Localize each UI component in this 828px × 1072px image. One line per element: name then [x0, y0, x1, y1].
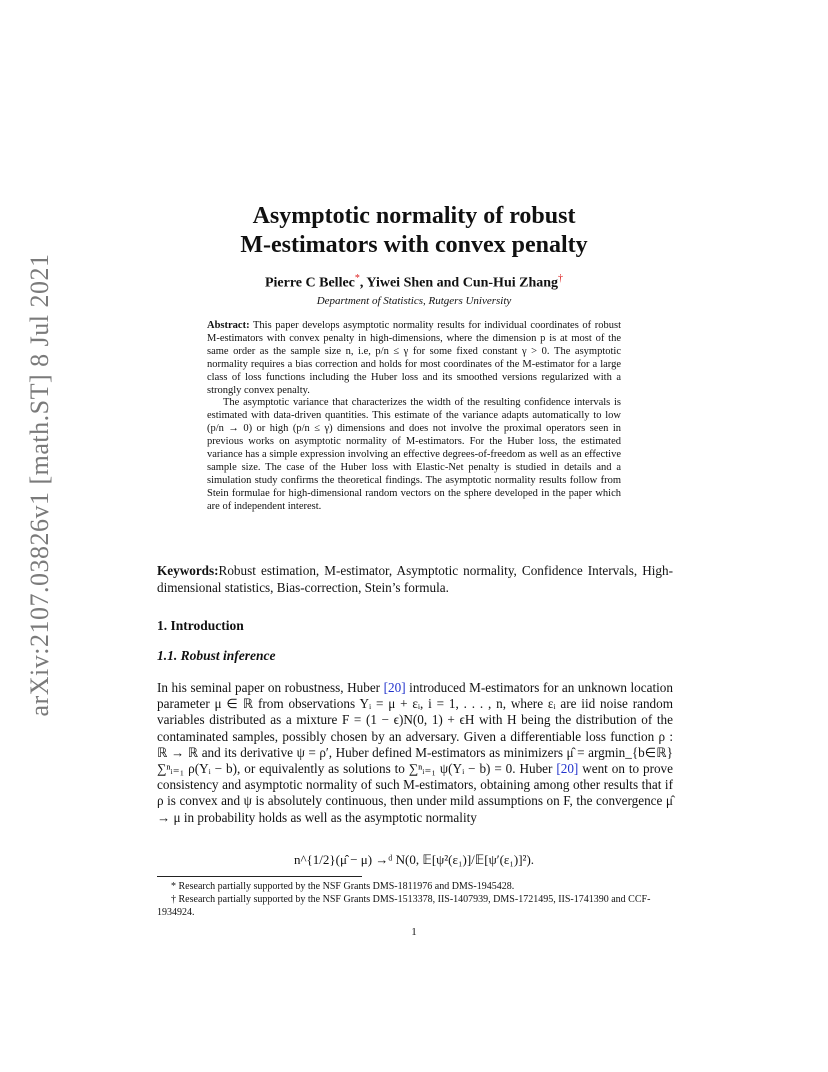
body-text-c: went on to prove consistency and asymptotic normality of such M-estimators, obtaining among other results that if ρ is convex and ψ is absolutely continuous, then under mild assumptions on F, the convergence μ̂ → μ in probability holds as well as the asymptotic normality [157, 761, 673, 825]
footnote-2: † Research partially supported by the NSF Grants DMS-1513378, IIS-1407939, DMS-1721495, IIS-1741390 and CCF-1934924. [157, 894, 651, 918]
keywords [157, 563, 673, 596]
footnote-rule [157, 876, 362, 877]
citation-link-20[interactable]: [20] [383, 680, 406, 695]
abstract-text-1: This paper develops asymptotic normality results for individual coordinates of robust M-estimators with convex penalty in high-dimensions, where the dimension p is at most of the same order as the sample size n, i.e, p/n ≤ γ for some fixed constant γ > 0. The asymptotic normality requires a bias correction and holds for most coordinates of the M-estimator for a large class of loss functions including the Huber loss and its smoothed versions regularized with a strongly convex penalty. [207, 320, 622, 396]
abstract-paragraph-1 [207, 320, 621, 397]
citation-link-20-second[interactable]: [20] [556, 761, 579, 777]
abstract [207, 320, 621, 514]
footnote-1: * Research partially supported by the NSF Grants DMS-1811976 and DMS-1945428. [171, 881, 515, 892]
footnotes [157, 880, 673, 919]
abstract-paragraph-2: The asymptotic variance that characterizes the width of the resulting confidence intervals is estimated with data-driven quantities. This estimate of the variance adapts automatically to low (p/n → 0) or high (p/n ≤ γ) dimensions and does not involve the proximal operators seen in previous works on asymptotic normality of M-estimators. For the Huber loss, the estimated variance has a simple expression involving an effective degrees-of-freedom as well as an effective sample size. The case of the Huber loss with Elastic-Net penalty is studied in details and a simulation study confirms the theoretical findings. The asymptotic normality results follow from Stein formulae for high-dimensional random vectors on the sphere developed in the paper which are of independent interest. [207, 397, 621, 512]
affiliation: Department of Statistics, Rutgers University [316, 295, 512, 307]
title-line-2: M-estimators with convex penalty [240, 232, 588, 258]
keywords-label: Keywords: [157, 563, 219, 578]
abstract-label: Abstract: [207, 320, 250, 331]
footnote-mark-2[interactable]: † [558, 273, 564, 284]
author-name-1: Pierre C Bellec [264, 275, 355, 291]
page-number: 1 [411, 926, 417, 938]
arxiv-sidebar [10, 253, 70, 717]
body-text-b: introduced M-estimators for an unknown location parameter μ ∈ ℝ from observations Yᵢ = μ + εᵢ, i = 1, . . . , n, where εᵢ are iid noise random variables distributed as a mixture F = (1 − ϵ)N(0, 1) + ϵH with H being the distribution of the contaminated samples, possibly chosen by an adversary. Given a differentiable loss function ρ : ℝ → ℝ and its derivative ψ = ρ′, Huber defined M-estimators as minimizers μ̂ = argmin_{b∈ℝ} ∑ⁿᵢ₌₁ ρ(Yᵢ − b), or equivalently as solutions to ∑ⁿᵢ₌₁ ψ(Yᵢ − b) = 0. Huber [157, 680, 673, 777]
author-list [0, 273, 828, 292]
keywords-text: Robust estimation, M-estimator, Asymptotic normality, Confidence Intervals, High-dimensional statistics, Bias-correction, Stein’s formula. [157, 563, 673, 595]
footnote-mark-1[interactable]: * [354, 273, 360, 284]
arxiv-identifier: arXiv:2107.03826v1 [math.ST] 8 Jul 2021 [25, 253, 54, 717]
body-text-a: In his seminal paper on robustness, Huber [157, 680, 384, 695]
subsection-heading: 1.1. Robust inference [157, 648, 276, 663]
title-line-1: Asymptotic normality of robust [252, 203, 576, 229]
display-equation: n^{1/2}(μ̂ − μ) →ᵈ N(0, 𝔼[ψ²(ε₁)]/𝔼[ψ′(ε₁)]²). [293, 852, 535, 867]
author-names-rest: , Yiwei Shen and Cun-Hui Zhang [359, 275, 559, 291]
paper-title [0, 202, 828, 260]
section-heading: 1. Introduction [157, 618, 244, 633]
body-paragraph [157, 680, 673, 826]
body-text [157, 680, 673, 826]
